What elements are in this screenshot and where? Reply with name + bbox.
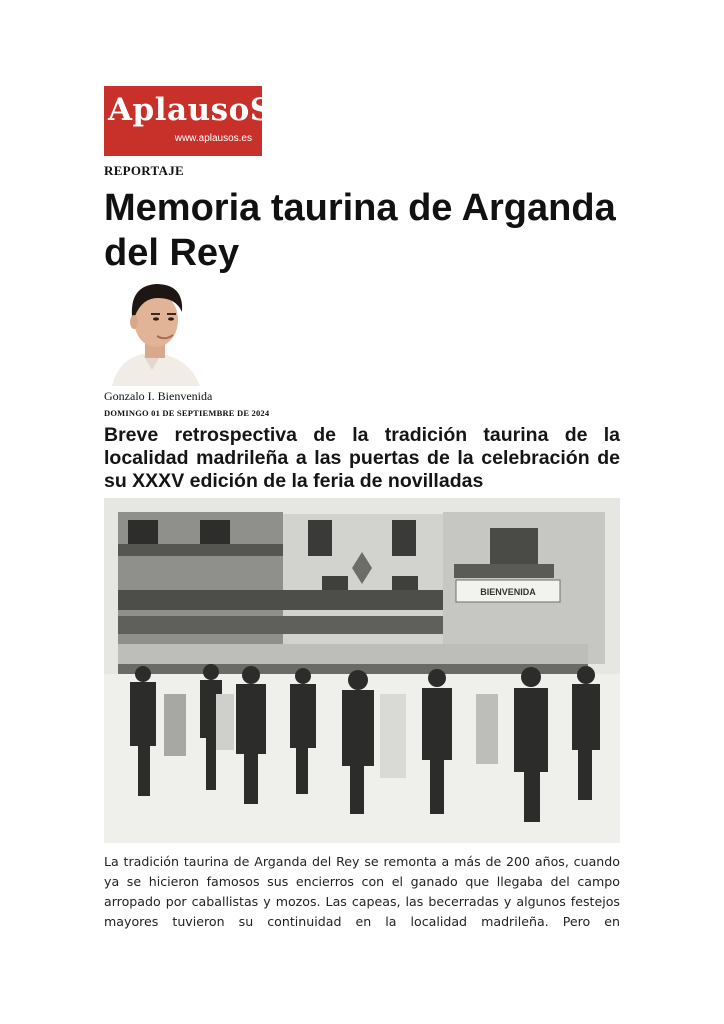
author-photo	[104, 274, 204, 386]
article-photo	[104, 498, 620, 843]
aplausos-logo[interactable]	[104, 86, 273, 156]
author-name: Gonzalo I. Bienvenida	[104, 389, 213, 403]
logo-url: www.aplausos.es	[174, 133, 252, 144]
logo-wordmark: AplausoS	[108, 92, 273, 128]
article-body: La tradición taurina de Arganda del Rey se remonta a más de 200 años, cuando ya se hicieron famosos sus encierros con el ganado que llegaba del campo arropado por caballistas y mozos. Las capeas, las becerradas y algunos festejos mayores tuvieron su continuidad en la localidad madrileña. Pero en	[104, 854, 620, 929]
article-headline: Memoria taurina de Arganda del Rey	[104, 187, 616, 274]
section-label: REPORTAJE	[104, 163, 185, 178]
publication-date: DOMINGO 01 DE SEPTIEMBRE DE 2024	[104, 408, 270, 418]
article-subtitle: Breve retrospectiva de la tradición taurina de la localidad madrileña a las puertas de la celebración de su XXXV edición de la feria de novilladas	[104, 424, 620, 492]
photo-banner-text: BIENVENIDA	[480, 587, 536, 597]
